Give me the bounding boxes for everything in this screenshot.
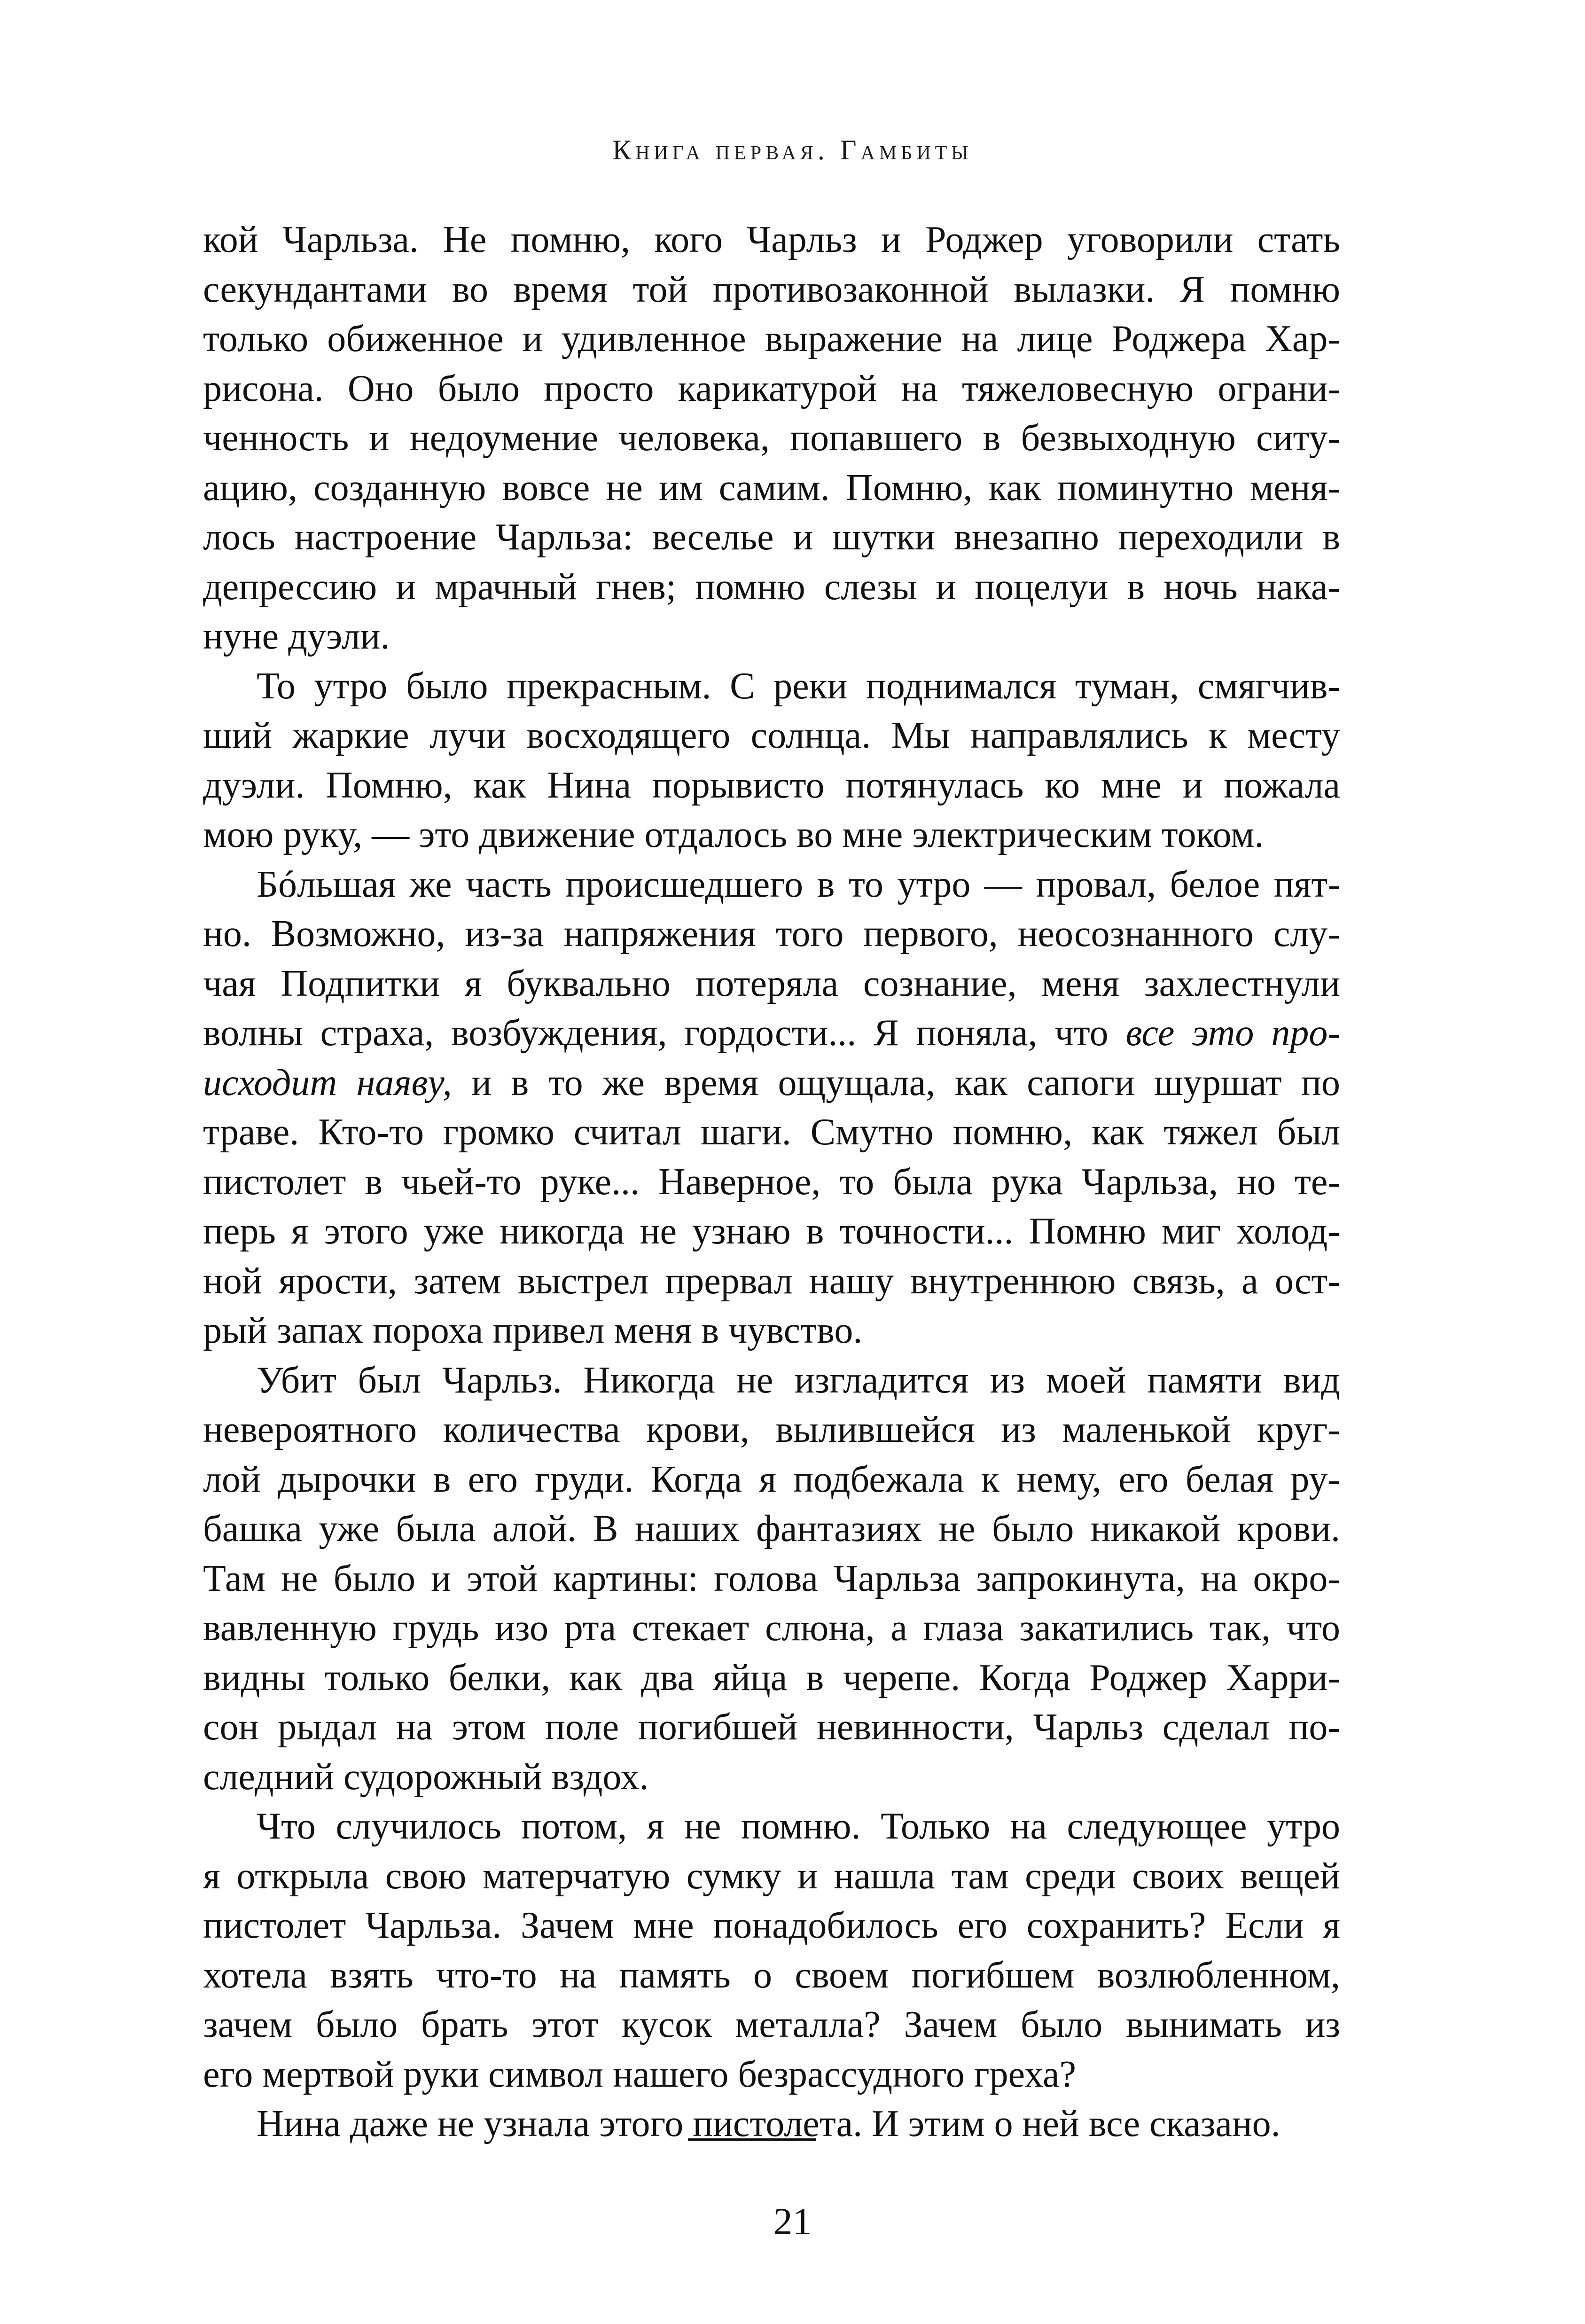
text-line: рый запах пороха привел меня в чувство. bbox=[203, 1310, 863, 1351]
text-line: секундантами во время той противозаконной вылазки. Я помню bbox=[203, 268, 1340, 310]
text-line: Что случилось потом, я не помню. Только на следующее утро bbox=[257, 1806, 1340, 1847]
text-line: Нина даже не узнала этого пистолета. И этим о ней все сказано. bbox=[257, 2103, 1280, 2144]
paragraph bbox=[203, 662, 1340, 860]
text-line: Убит был Чарльз. Никогда не изгладится из моей памяти вид bbox=[257, 1359, 1340, 1401]
text-line: перь я этого уже никогда не узнаю в точности... Помню миг холод- bbox=[203, 1211, 1340, 1252]
running-header: Книга первая. Гамбиты bbox=[612, 134, 973, 165]
text-line: башка уже была алой. В наших фантазиях не было никакой крови. bbox=[203, 1508, 1340, 1549]
text-line: мою руку, — это движение отдалось во мне электрическим током. bbox=[203, 814, 1264, 855]
italic-text: исходит наяву, bbox=[203, 1062, 452, 1103]
text-line: Там не было и этой картины: голова Чарльза запрокинута, на окро- bbox=[203, 1557, 1340, 1599]
text-line: его мертвой руки символ нашего безрассудного греха? bbox=[203, 2053, 1077, 2095]
paragraph bbox=[203, 2099, 1340, 2149]
text-line: кой Чарльза. Не помню, кого Чарльз и Роджер уговорили стать bbox=[203, 219, 1340, 260]
text-line: рисона. Оно было просто карикатурой на тяжеловесную ограни- bbox=[203, 368, 1340, 409]
text-line: ченность и недоумение человека, попавшего в безвыходную ситу- bbox=[203, 417, 1340, 459]
text-line: сон рыдал на этом поле погибшей невинности, Чарльз сделал по- bbox=[203, 1706, 1340, 1748]
text-line: я открыла свою матерчатую сумку и нашла там среди своих вещей bbox=[203, 1855, 1340, 1897]
text-line: лось настроение Чарльза: веселье и шутки внезапно переходили в bbox=[203, 516, 1340, 558]
text-line: То утро было прекрасным. С реки поднимался туман, смягчив- bbox=[257, 665, 1340, 707]
text-line: только обиженное и удивленное выражение на лице Роджера Хар- bbox=[203, 318, 1340, 360]
text-line: ной ярости, затем выстрел прервал нашу внутреннюю связь, а ост- bbox=[203, 1260, 1340, 1302]
paragraph bbox=[203, 860, 1340, 1356]
paragraph bbox=[203, 1356, 1340, 1802]
section-end-rule bbox=[688, 2138, 816, 2141]
paragraph bbox=[203, 1802, 1340, 2099]
text-line: волны страха, возбуждения, гордости... Я поняла, что все это про- bbox=[203, 1012, 1341, 1054]
text-line: вавленную грудь изо рта стекает слюна, а глаза закатились так, что bbox=[203, 1607, 1340, 1649]
text-line: но. Возможно, из-за напряжения того первого, неосознанного слу- bbox=[203, 913, 1340, 955]
text-line: следний судорожный вздох. bbox=[203, 1756, 649, 1798]
text-line: Бóльшая же часть происшедшего в то утро — провал, белое пят- bbox=[257, 863, 1340, 905]
text-line: депрессию и мрачный гнев; помню слезы и поцелуи в ночь нака- bbox=[203, 566, 1340, 608]
italic-text: все это про- bbox=[1125, 1012, 1341, 1054]
text-line: траве. Кто-то громко считал шаги. Смутно помню, как тяжел был bbox=[203, 1111, 1340, 1153]
text-line: невероятного количества крови, вылившейся из маленькой круг- bbox=[203, 1409, 1340, 1450]
text-line: лой дырочки в его груди. Когда я подбежала к нему, его белая ру- bbox=[203, 1458, 1340, 1500]
text-line: зачем было брать этот кусок металла? Зачем было вынимать из bbox=[203, 2004, 1340, 2045]
text-line: чая Подпитки я буквально потеряла сознание, меня захлестнули bbox=[203, 962, 1340, 1004]
paragraph bbox=[203, 215, 1340, 662]
page-number: 21 bbox=[773, 2200, 812, 2243]
text-line: дуэли. Помню, как Нина порывисто потянулась ко мне и пожала bbox=[203, 764, 1340, 806]
text-line: ацию, созданную вовсе не им самим. Помню, как поминутно меня- bbox=[203, 467, 1340, 509]
text-line: видны только белки, как два яйца в черепе. Когда Роджер Харри- bbox=[203, 1657, 1340, 1698]
text-line: хотела взять что-то на память о своем погибшем возлюбленном, bbox=[203, 1954, 1340, 1996]
text-line: исходит наяву, и в то же время ощущала, как сапоги шуршат по bbox=[203, 1062, 1340, 1103]
text-line: нуне дуэли. bbox=[203, 616, 390, 657]
text-line: пистолет Чарльза. Зачем мне понадобилось его сохранить? Если я bbox=[203, 1905, 1340, 1946]
text-line: ший жаркие лучи восходящего солнца. Мы направлялись к месту bbox=[203, 715, 1340, 756]
body-text bbox=[203, 215, 1340, 2149]
text-line: пистолет в чьей-то руке... Наверное, то была рука Чарльза, но те- bbox=[203, 1161, 1340, 1203]
